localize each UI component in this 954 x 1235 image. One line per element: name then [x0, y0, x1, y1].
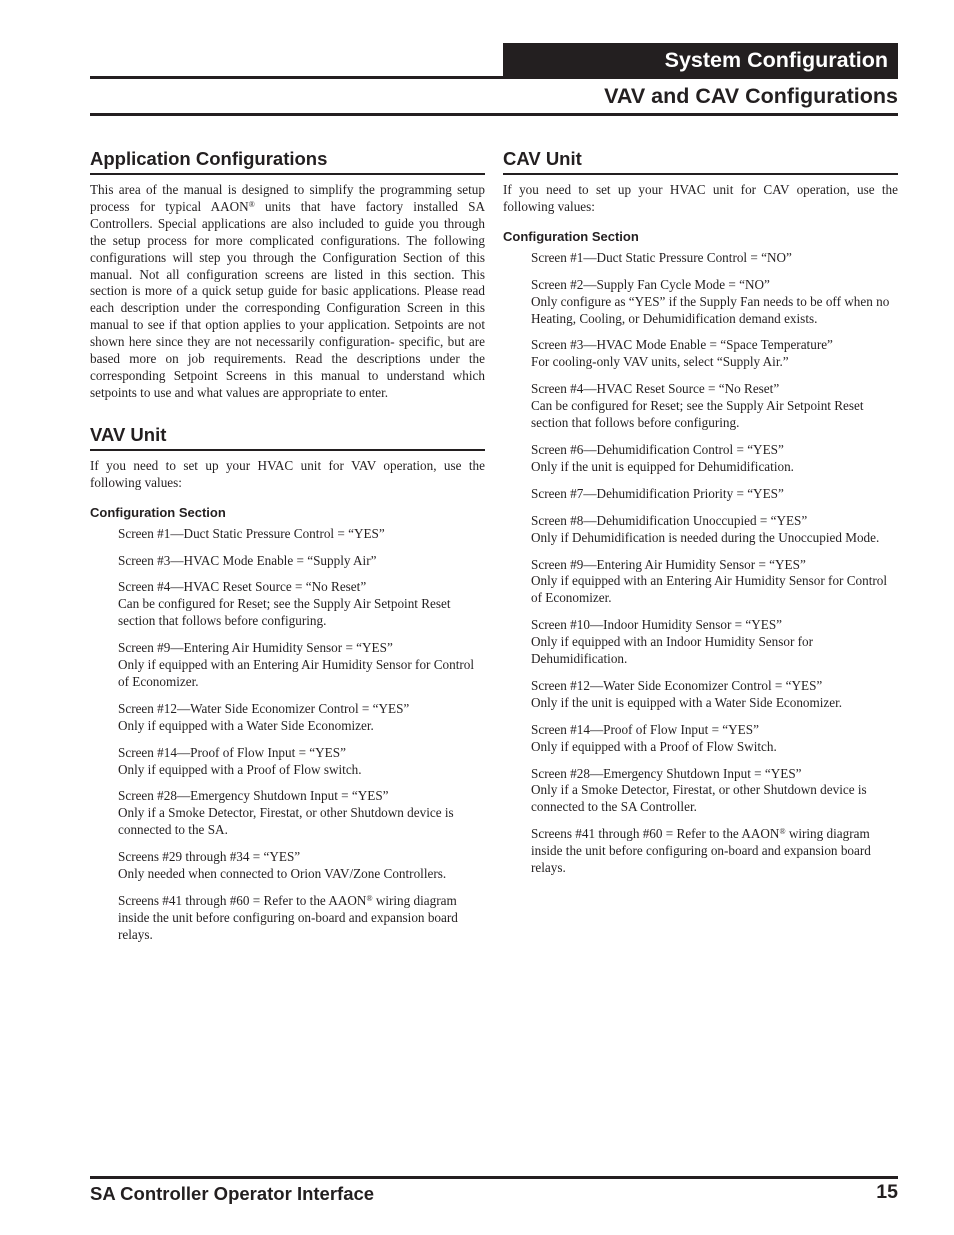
list-item: Screen #3—HVAC Mode Enable = “Space Temperature” For cooling-only VAV units, select “Supply Air.”: [531, 337, 833, 370]
list-item: Screen #3—HVAC Mode Enable = “Supply Air”: [118, 552, 377, 568]
list-item: Screen #4—HVAC Reset Source = “No Reset” Can be configured for Reset; see the Supply Air Setpoint Reset section that follows before configuring.: [531, 381, 864, 431]
vav-heading: VAV Unit: [90, 424, 485, 451]
header-rule-bottom: [90, 113, 898, 116]
list-item: Screen #10—Indoor Humidity Sensor = “YES” Only if equipped with an Indoor Humidity Sensor for Dehumidification.: [531, 617, 814, 667]
application-paragraph: This area of the manual is designed to simplify the programming setup process for typical AAON® units that have factory installed SA Controllers. Special applications are also included to guide you through the setup process for more complicated configurations. The following configurations will step you through the Configuration Section of this manual. Not all configuration screens are listed in this section. This section is more of a quick setup guide for basic applications. Please read each description under the corresponding Configuration Screen in this manual to see if that option applies to your application. Setpoints are not shown here since they are not necessarily configuration- specific, but are based more on job requirements. Read the descriptions under the corresponding Setpoint Screens in this manual to understand which setpoints to use and what values are appropriate to enter.: [90, 182, 485, 400]
vav-entries: [118, 526, 485, 944]
section-title-banner: [503, 43, 898, 77]
application-heading: Application Configurations: [90, 148, 485, 175]
list-item: Screens #41 through #60 = Refer to the AAON® wiring diagram inside the unit before configuring on-board and expansion board relays.: [531, 826, 871, 876]
page-number: 15: [876, 1181, 898, 1203]
list-item: Screen #12—Water Side Economizer Control = “YES” Only if equipped with a Water Side Economizer.: [118, 700, 410, 733]
list-item: Screen #14—Proof of Flow Input = “YES” Only if equipped with a Proof of Flow switch.: [118, 744, 362, 777]
list-item: Screen #1—Duct Static Pressure Control = “NO”: [531, 249, 792, 265]
list-item: Screen #4—HVAC Reset Source = “No Reset” Can be configured for Reset; see the Supply Air Setpoint Reset section that follows before configuring.: [118, 579, 451, 629]
list-item: Screen #28—Emergency Shutdown Input = “YES” Only if a Smoke Detector, Firestat, or other Shutdown device is connected to the SA Controller.: [531, 765, 867, 815]
footer-rule: [90, 1176, 898, 1179]
list-item: Screen #9—Entering Air Humidity Sensor = “YES” Only if equipped with an Entering Air Humidity Sensor for Control of Economizer.: [118, 640, 475, 689]
list-item: Screen #8—Dehumidification Unoccupied = “YES” Only if Dehumidification is needed during the Unoccupied Mode.: [531, 512, 880, 545]
list-item: Screen #1—Duct Static Pressure Control = “YES”: [118, 525, 385, 541]
footer-title: SA Controller Operator Interface: [90, 1183, 375, 1204]
vav-config-heading: Configuration Section: [90, 504, 226, 520]
cav-heading: CAV Unit: [503, 148, 898, 175]
vav-intro: If you need to set up your HVAC unit for VAV operation, use the following values:: [90, 457, 485, 490]
list-item: Screen #6—Dehumidification Control = “YES” Only if the unit is equipped for Dehumidification.: [531, 441, 794, 474]
section-title: System Configuration: [664, 47, 888, 72]
list-item: Screen #2—Supply Fan Cycle Mode = “NO” Only configure as “YES” if the Supply Fan needs to be off when no Heating, Cooling, or Dehumidification demand exists.: [531, 276, 890, 326]
list-item: Screen #7—Dehumidification Priority = “YES”: [531, 485, 784, 501]
cav-config-heading: Configuration Section: [503, 228, 639, 244]
cav-entries: [531, 250, 898, 877]
list-item: Screen #28—Emergency Shutdown Input = “YES” Only if a Smoke Detector, Firestat, or other Shutdown device is connected to the SA.: [118, 788, 454, 838]
list-item: Screen #12—Water Side Economizer Control = “YES” Only if the unit is equipped with a Water Side Economizer.: [531, 677, 843, 710]
list-item: Screens #41 through #60 = Refer to the AAON® wiring diagram inside the unit before configuring on-board and expansion board relays.: [118, 893, 458, 942]
header-rule-top: [90, 76, 898, 79]
list-item: Screens #29 through #34 = “YES” Only needed when connected to Orion VAV/Zone Controllers.: [118, 849, 447, 882]
left-column: [90, 148, 485, 954]
cav-intro: If you need to set up your HVAC unit for CAV operation, use the following values:: [503, 182, 898, 214]
page-subtitle: VAV and CAV Configurations: [604, 84, 898, 108]
list-item: Screen #14—Proof of Flow Input = “YES” Only if equipped with a Proof of Flow Switch.: [531, 721, 777, 754]
right-column: [503, 148, 898, 887]
list-item: Screen #9—Entering Air Humidity Sensor = “YES” Only if equipped with an Entering Air Humidity Sensor for Control of Economizer.: [531, 556, 888, 606]
